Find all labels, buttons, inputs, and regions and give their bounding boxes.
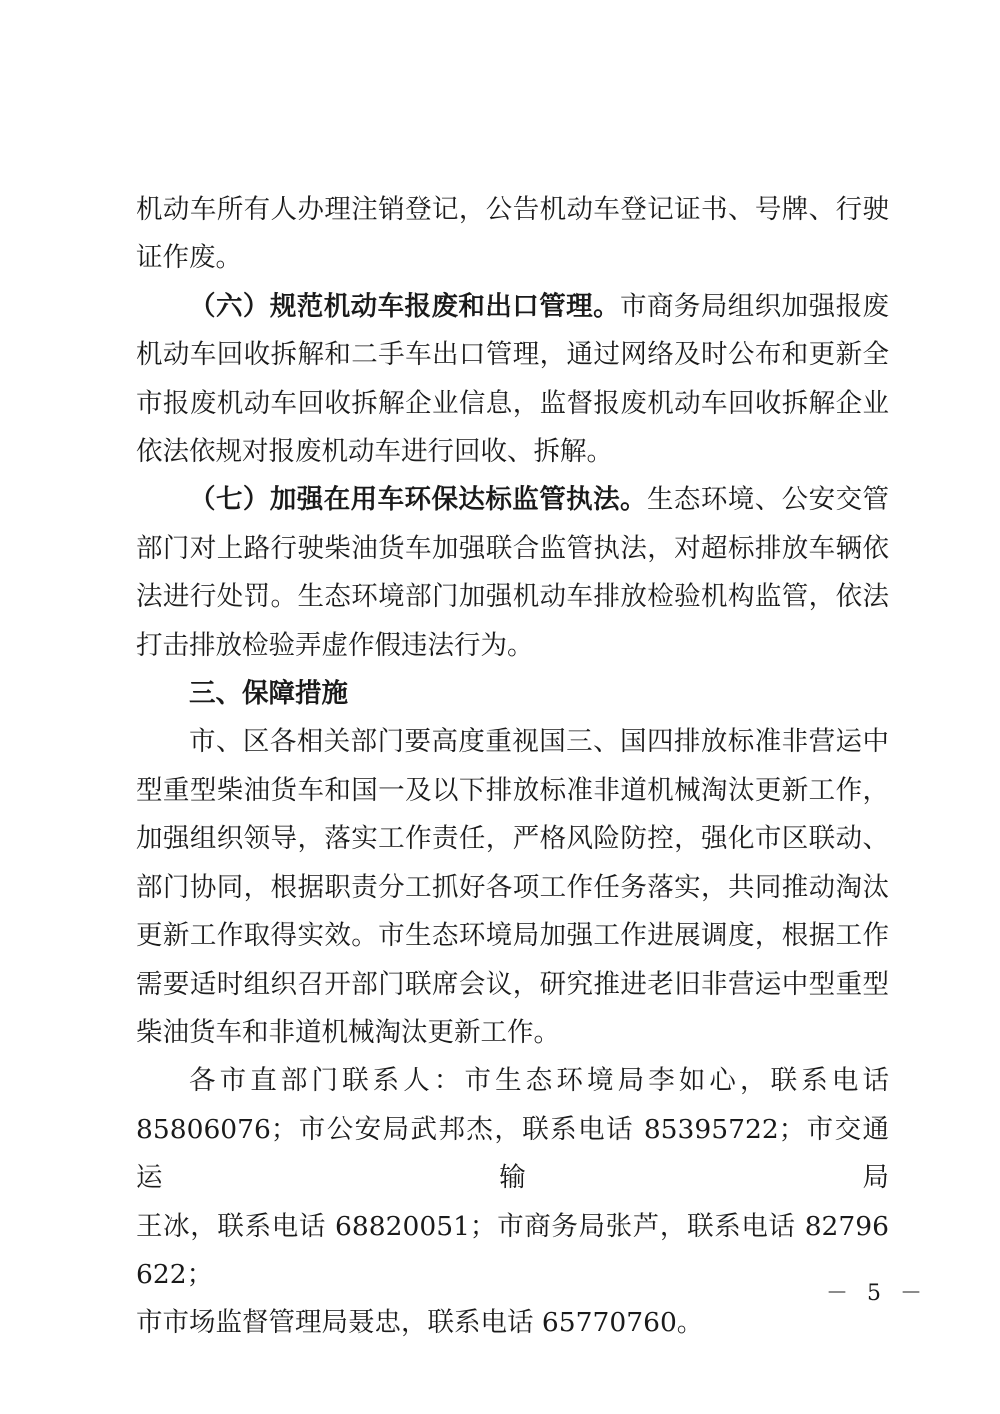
text-line: 市、区各相关部门要高度重视国三、国四排放标准非营运中	[189, 726, 889, 758]
text-line: 需要适时组织召开部门联席会议，研究推进老旧非营运中型重型	[136, 968, 889, 1000]
text-line: 打击排放检验弄虚作假违法行为。	[136, 629, 534, 661]
contacts-line: 各市直部门联系人：市生态环境局李如心，联系电话	[189, 1065, 889, 1097]
text-line: 依法依规对报废机动车进行回收、拆解。	[136, 436, 613, 468]
text-line: 柴油货车和非道机械淘汰更新工作。	[136, 1016, 560, 1048]
section-heading-text: 三、保障措施	[189, 678, 348, 710]
contacts-line: 王冰，联系电话 68820051；市商务局张芦，联系电话 82796622；	[136, 1210, 889, 1290]
text-line: 法进行处罚。生态环境部门加强机动车排放检验机构监管，依法	[136, 581, 889, 613]
page-number: － 5 －	[826, 1281, 928, 1306]
text-line: 部门协同，根据职责分工抓好各项工作任务落实，共同推动淘汰	[136, 871, 889, 903]
item-7-heading: （七）加强在用车环保达标监管执法。	[189, 484, 647, 516]
contacts-line: 85806076；市公安局武邦杰，联系电话 85395722；市交通运输局	[136, 1113, 889, 1194]
section-heading	[136, 670, 889, 718]
text-span: 生态环境、公安交管	[646, 484, 890, 516]
document-body	[136, 186, 889, 1348]
text-span: 市商务局组织加强报废	[620, 290, 890, 322]
text-line: 型重型柴油货车和国一及以下排放标准非道机械淘汰更新工作，	[136, 774, 889, 806]
text-line: 机动车回收拆解和二手车出口管理，通过网络及时公布和更新全	[136, 339, 889, 371]
contacts-line: 市市场监督管理局聂忠，联系电话 65770760。	[136, 1307, 704, 1339]
item-6-first-line	[136, 283, 889, 331]
item-7-first-line	[136, 476, 889, 524]
item-6-heading: （六）规范机动车报废和出口管理。	[189, 290, 621, 322]
text-line: 加强组织领导，落实工作责任，严格风险防控，强化市区联动、	[136, 823, 889, 855]
text-line: 证作废。	[136, 242, 242, 274]
text-line: 机动车所有人办理注销登记，公告机动车登记证书、号牌、行驶	[136, 194, 889, 225]
text-line: 部门对上路行驶柴油货车加强联合监管执法，对超标排放车辆依	[136, 532, 889, 564]
text-line: 更新工作取得实效。市生态环境局加强工作进展调度，根据工作	[136, 920, 889, 952]
text-line: 市报废机动车回收拆解企业信息，监督报废机动车回收拆解企业	[136, 387, 889, 419]
